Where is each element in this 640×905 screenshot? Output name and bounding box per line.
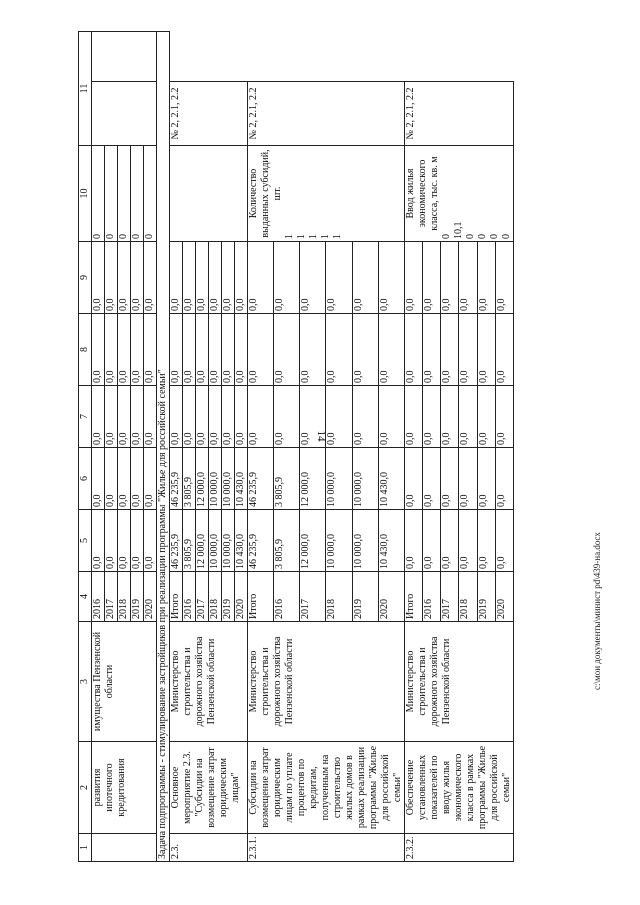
cell-value: 2017	[441, 572, 459, 622]
cell-value: 0	[118, 146, 131, 242]
cell-value: 0,0	[235, 242, 248, 314]
column-header: 11	[79, 31, 92, 145]
cell-value: 0,0	[495, 242, 513, 314]
cell-value: 0,0	[248, 242, 274, 314]
cell-value: 0,0	[352, 242, 378, 314]
cell-value: Итого	[170, 572, 183, 622]
cell-value: 3 805,9	[183, 448, 196, 510]
cell-value: 0,0	[423, 314, 441, 386]
cell-value: 0,0	[378, 314, 404, 386]
table-row	[405, 31, 423, 861]
cell-value: 46 235,9	[248, 448, 274, 510]
cell-value: 2017	[196, 572, 209, 622]
cell-value: 0,0	[477, 314, 495, 386]
cell-value: 0,0	[495, 386, 513, 448]
cell-indicator	[92, 82, 157, 146]
cell-value: 0,0	[92, 242, 105, 314]
cell-value: 0	[144, 146, 157, 242]
cell-executor: Министерство строительства и дорожного хозяйства Пензенской области	[405, 622, 514, 742]
cell-value: 0,0	[248, 314, 274, 386]
cell-value: 0,0	[326, 386, 352, 448]
cell-value: 10 000,0	[222, 448, 235, 510]
cell-value: 0,0	[144, 314, 157, 386]
indicator-name: Ввод жилья экономического класса, тыс. кв. м	[405, 156, 440, 231]
cell-value: 0,0	[495, 510, 513, 572]
cell-value: 0	[92, 146, 105, 242]
cell-value: 10 430,0	[235, 448, 248, 510]
cell-value: 10 430,0	[235, 510, 248, 572]
table-row	[170, 31, 183, 861]
cell-value: 46 235,9	[248, 510, 274, 572]
cell-value: 0,0	[183, 314, 196, 386]
cell-value: 2016	[274, 572, 300, 622]
cell-value: 10 430,0	[378, 510, 404, 572]
cell-value: 0,0	[222, 242, 235, 314]
cell-value: 0,0	[209, 386, 222, 448]
cell-value: 0,0	[105, 242, 118, 314]
column-header: 5	[79, 510, 92, 572]
cell-value: 12 000,0	[196, 448, 209, 510]
cell-value: 0,0	[131, 314, 144, 386]
column-header: 3	[79, 622, 92, 742]
cell-value: 0,0	[183, 242, 196, 314]
cell-value: 0,0	[118, 510, 131, 572]
indicator-name: Количество выданных субсидий, шт.	[248, 149, 283, 238]
cell-value: 0,0	[378, 386, 404, 448]
cell-value: 0,0	[144, 510, 157, 572]
cell-name: развития ипотечного кредитования	[92, 742, 157, 834]
cell-ref	[92, 31, 157, 81]
cell-value: 0,0	[92, 314, 105, 386]
cell-value: 0,0	[441, 510, 459, 572]
cell-value: 10 000,0	[352, 448, 378, 510]
cell-indicator	[248, 146, 405, 242]
footer-path: c:\мои документы\минист pd\439-на.docx	[592, 532, 602, 690]
cell-value: 0,0	[441, 314, 459, 386]
cell-num: 2.3.2.	[405, 834, 514, 862]
cell-value: 0,0	[92, 448, 105, 510]
cell-ref: № 2, 2.1, 2.2	[248, 82, 405, 146]
cell-executor: имущества Пензенской области	[92, 622, 157, 742]
cell-value: 2016	[423, 572, 441, 622]
header-row	[79, 31, 92, 861]
cell-value: 0,0	[105, 314, 118, 386]
indicator-value: 10,1	[453, 221, 464, 239]
cell-value: 0,0	[477, 510, 495, 572]
cell-value: 0,0	[423, 242, 441, 314]
column-header: 1	[79, 834, 92, 862]
cell-value: 2019	[477, 572, 495, 622]
cell-value: 0,0	[131, 448, 144, 510]
cell-value: Итого	[248, 572, 274, 622]
cell-value: 0,0	[222, 386, 235, 448]
cell-value: 0,0	[144, 448, 157, 510]
cell-value: 10 430,0	[378, 448, 404, 510]
cell-name: Субсидии на возмещение затрат юридическим лицам по уплате процентов по кредитам, полученным на строительство жилых домов в рамках реализации программы "Жилье для российской семьи"	[248, 742, 405, 834]
cell-value: 0,0	[326, 314, 352, 386]
column-header: 4	[79, 572, 92, 622]
column-header: 8	[79, 314, 92, 386]
cell-value: 0,0	[326, 242, 352, 314]
cell-value: 2018	[459, 572, 477, 622]
indicator-value: 0	[501, 234, 512, 239]
task-row	[157, 31, 170, 861]
cell-value: 0	[131, 146, 144, 242]
cell-indicator	[170, 146, 248, 242]
cell-value: 0,0	[423, 510, 441, 572]
cell-value: 0,0	[144, 242, 157, 314]
task-text: Задача подпрограммы - стимулирование застройщиков при реализации программы "Жилье для российской семьи"	[157, 31, 170, 861]
cell-value: 0,0	[405, 448, 423, 510]
indicator-value: 0	[441, 234, 452, 239]
cell-value: 0,0	[92, 386, 105, 448]
cell-name: Основное мероприятие 2.3. "Субсидии на возмещение затрат юридическим лицам"	[170, 742, 248, 834]
cell-value: 0,0	[459, 448, 477, 510]
cell-indicator	[405, 146, 514, 242]
cell-value: 0,0	[144, 386, 157, 448]
cell-value: 0,0	[131, 510, 144, 572]
cell-value: 0,0	[441, 242, 459, 314]
cell-value: 0,0	[118, 448, 131, 510]
cell-value: 2020	[495, 572, 513, 622]
cell-value: 0,0	[235, 314, 248, 386]
cell-value: 0	[105, 146, 118, 242]
column-header: 7	[79, 386, 92, 448]
cell-value: 0,0	[459, 386, 477, 448]
indicator-value: 1	[308, 234, 319, 239]
cell-value: 0,0	[495, 448, 513, 510]
cell-value: 0,0	[118, 314, 131, 386]
cell-value: 2017	[300, 572, 326, 622]
cell-value: 0,0	[459, 242, 477, 314]
table-row	[92, 31, 105, 861]
cell-value: 0,0	[209, 314, 222, 386]
cell-value: 0,0	[105, 386, 118, 448]
cell-value: 0,0	[405, 510, 423, 572]
indicator-value: 0	[465, 234, 476, 239]
column-header: 9	[79, 242, 92, 314]
cell-num	[92, 834, 157, 862]
cell-value: 0,0	[477, 386, 495, 448]
cell-value: 12 000,0	[300, 510, 326, 572]
table-row	[248, 31, 274, 861]
indicator-value: 1	[332, 234, 343, 239]
cell-value: 0,0	[196, 314, 209, 386]
cell-value: 10 000,0	[209, 448, 222, 510]
cell-num: 2.3.1.	[248, 834, 405, 862]
cell-value: 0,0	[378, 242, 404, 314]
cell-value: 0,0	[423, 386, 441, 448]
program-table	[78, 31, 514, 862]
cell-value: 0,0	[196, 386, 209, 448]
cell-value: 2017	[105, 572, 118, 622]
page-number: 14	[315, 430, 327, 442]
cell-executor: Министерство строительства и дорожного хозяйства Пензенской области	[170, 622, 248, 742]
cell-value: 2016	[183, 572, 196, 622]
cell-value: 3 805,9	[274, 448, 300, 510]
cell-value: 0,0	[92, 510, 105, 572]
cell-value: 10 000,0	[326, 510, 352, 572]
cell-value: Итого	[405, 572, 423, 622]
cell-name: Обеспечение установленных показателей по вводу жилья экономического класса в рамках программы "Жилье для российской семьи"	[405, 742, 514, 834]
cell-value: 0,0	[105, 448, 118, 510]
cell-value: 2018	[209, 572, 222, 622]
cell-value: 0,0	[118, 242, 131, 314]
cell-value: 10 000,0	[222, 510, 235, 572]
cell-value: 0,0	[131, 386, 144, 448]
cell-value: 2019	[352, 572, 378, 622]
column-header: 6	[79, 448, 92, 510]
cell-value: 2019	[131, 572, 144, 622]
indicator-value: 1	[284, 234, 295, 239]
cell-value: 46 235,9	[170, 448, 183, 510]
cell-value: 2018	[118, 572, 131, 622]
cell-value: 10 000,0	[326, 448, 352, 510]
cell-value: 2018	[326, 572, 352, 622]
cell-value: 0,0	[170, 314, 183, 386]
cell-value: 0,0	[300, 242, 326, 314]
indicator-value: 1	[296, 234, 307, 239]
cell-value: 0,0	[235, 386, 248, 448]
cell-value: 0,0	[274, 314, 300, 386]
cell-value: 0,0	[495, 314, 513, 386]
indicator-value: 1	[320, 234, 331, 239]
cell-value: 2020	[144, 572, 157, 622]
column-header: 10	[79, 146, 92, 242]
cell-value: 3 805,9	[274, 510, 300, 572]
cell-value: 0,0	[183, 386, 196, 448]
cell-value: 3 805,9	[183, 510, 196, 572]
cell-value: 0,0	[405, 242, 423, 314]
cell-executor: Министерство строительства и дорожного хозяйства Пензенской области	[248, 622, 405, 742]
column-header: 2	[79, 742, 92, 834]
rotated-table-sheet	[78, 32, 591, 862]
cell-value: 0,0	[423, 448, 441, 510]
cell-value: 0,0	[170, 242, 183, 314]
cell-value: 0,0	[459, 510, 477, 572]
cell-value: 2020	[235, 572, 248, 622]
cell-num: 2.3.	[170, 834, 248, 862]
cell-value: 0,0	[405, 314, 423, 386]
cell-value: 0,0	[118, 386, 131, 448]
cell-value: 0,0	[274, 386, 300, 448]
cell-value: 2016	[92, 572, 105, 622]
cell-value: 0,0	[477, 242, 495, 314]
cell-value: 0,0	[222, 314, 235, 386]
cell-ref: № 2, 2.1, 2.2	[405, 82, 514, 146]
cell-value: 0,0	[352, 386, 378, 448]
cell-value: 0,0	[248, 386, 274, 448]
cell-value: 10 000,0	[209, 510, 222, 572]
cell-value: 0,0	[170, 386, 183, 448]
cell-value: 0,0	[131, 242, 144, 314]
cell-value: 0,0	[274, 242, 300, 314]
indicator-value: 0	[477, 234, 488, 239]
indicator-value: 0	[489, 234, 500, 239]
cell-value: 46 235,9	[170, 510, 183, 572]
cell-value: 0,0	[441, 386, 459, 448]
cell-value: 0,0	[459, 314, 477, 386]
cell-value: 12 000,0	[196, 510, 209, 572]
cell-value: 12 000,0	[300, 448, 326, 510]
cell-value: 10 000,0	[352, 510, 378, 572]
cell-value: 0,0	[352, 314, 378, 386]
cell-ref: № 2, 2.1, 2.2	[170, 82, 248, 146]
cell-value: 0,0	[105, 510, 118, 572]
cell-value: 2020	[378, 572, 404, 622]
cell-value: 2019	[222, 572, 235, 622]
cell-value: 0,0	[209, 242, 222, 314]
cell-value: 0,0	[441, 448, 459, 510]
cell-value: 0,0	[300, 386, 326, 448]
cell-value: 0,0	[300, 314, 326, 386]
cell-value: 0,0	[405, 386, 423, 448]
cell-value: 0,0	[196, 242, 209, 314]
cell-value: 0,0	[477, 448, 495, 510]
